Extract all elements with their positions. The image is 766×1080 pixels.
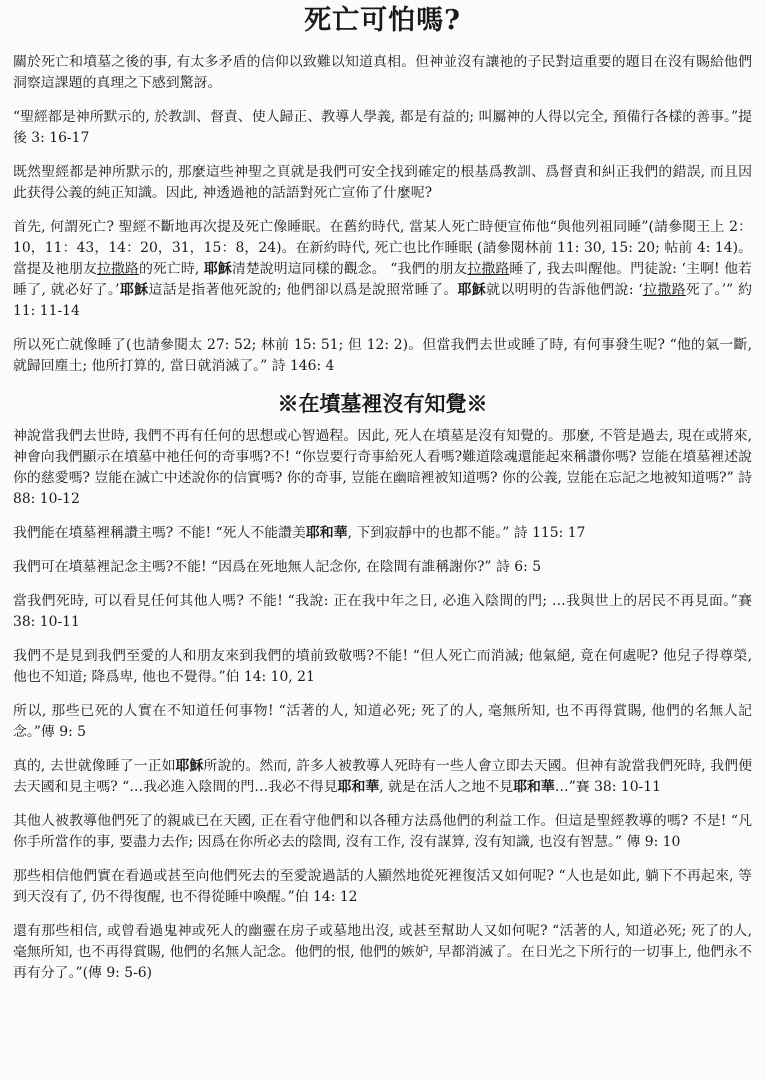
paragraph: 我們不是見到我們至愛的人和朋友來到我們的墳前致敬嗎?不能! “但人死亡而消滅; 他氣絕, 竟在何處呢? 他兒子得尊榮, 他也不知道; 降爲卑, 他也不覺得。”伯 14: 10, 21 xyxy=(13,648,752,685)
text-run: 真的, 去世就像睡了一正如 xyxy=(13,758,176,774)
text-run: …”賽 38: 10-11 xyxy=(554,779,661,795)
name-lazarus: 拉撒路 xyxy=(96,261,139,277)
name-jehovah: 耶和華 xyxy=(513,779,555,795)
name-jehovah: 耶和華 xyxy=(305,525,348,541)
name-jesus: 耶穌 xyxy=(203,261,232,277)
text-run: 睡了, 我去叫醒他。門徒說: ‘主啊! 他若睡了, 就必好了。’ xyxy=(13,261,752,298)
text-run: 清楚說明這同樣的觀念。 “我們的朋友 xyxy=(231,261,468,277)
paragraph: 還有那些相信, 或曾看過鬼神或死人的幽靈在房子或墓地出沒, 或甚至幫助人又如何呢? “活著的人, 知道必死; 死了的人, 毫無所知, 也不再得賞賜, 他們的名無人記念。他們的恨, 他們的嫉妒, 早都消滅了。在日光之下所行的一切事上, 他們永不再有分了。”(傳 9: 5-6) xyxy=(13,923,752,981)
section-subtitle: ※在墳墓裡沒有知覺※ xyxy=(277,391,488,416)
paragraph xyxy=(13,217,752,322)
paragraph: 關於死亡和墳墓之後的事, 有太多矛盾的信仰以致難以知道真相。但神並沒有讓祂的子民對這重要的題目在沒有賜給他們洞察這課題的真理之下感到驚訝。 xyxy=(13,54,752,91)
paragraph: “聖經都是神所默示的, 於教訓、督責、使人歸正、教導人學義, 都是有益的; 叫屬神的人得以完全, 預備行各樣的善事。”提後 3: 16-17 xyxy=(13,109,752,146)
page-title: 死亡可怕嗎? xyxy=(304,5,461,36)
text-run: 我們能在墳墓裡稱讚主嗎? 不能! “死人不能讚美 xyxy=(13,525,306,541)
name-jesus: 耶穌 xyxy=(119,282,149,298)
paragraph: 所以, 那些已死的人實在不知道任何事物! “活著的人, 知道必死; 死了的人, 毫無所知, 也不再得賞賜, 他們的名無人記念。”傳 9: 5 xyxy=(13,703,752,740)
name-jehovah: 耶和華 xyxy=(337,779,380,795)
text-run: 所說的。然而, 許多人被教導人死時有一些人會立即去天國。但神有說當我們死時, 我們便去天國和見主嗎? “…我必進入陰間的門…我必不得見 xyxy=(13,758,752,795)
text-run: 就以明明的告訴他們說: ‘ xyxy=(486,282,643,298)
paragraph: 當我們死時, 可以看見任何其他人嗎? 不能! “我說: 正在我中年之日, 必進入陰間的門; …我與世上的居民不再見面。”賽 38: 10-11 xyxy=(13,593,752,630)
paragraph: 所以死亡就像睡了(也請參閱太 27: 52; 林前 15: 51; 但 12: 2)。但當我們去世或睡了時, 有何事發生呢? “他的氣一斷, 就歸回塵土; 他所打算的, 當日就消滅了。” 詩 146: 4 xyxy=(13,337,752,374)
paragraph xyxy=(13,523,752,544)
text-run: , 就是在活人之地不見 xyxy=(379,779,514,795)
paragraph: 神說當我們去世時, 我們不再有任何的思想或心智過程。因此, 死人在墳墓是沒有知覺的。那麼, 不管是過去, 現在或將來, 神會向我們顯示在墳墓中祂任何的奇事嗎?不! “你豈要行奇事給死人看嗎?難道陰魂還能起來稱讚你嗎? 豈能在墳墓裡述說你的慈愛嗎? 豈能在滅亡中述說你的信實嗎? 你的奇事, 豈能在幽暗裡被知道嗎? 你的公義, 豈能在忘記之地被知道嗎?” 詩 88: 10-12 xyxy=(13,428,752,507)
text-run: 的死亡時, xyxy=(138,261,204,277)
paragraph: 其他人被教導他們死了的親戚已在天國, 正在看守他們和以各種方法爲他們的利益工作。但這是聖經教導的嗎? 不是! “凡你手所當作的事, 要盡力去作; 因爲在你所必去的陰間, 沒有工作, 沒有謀算, 沒有知識, 也沒有智慧。” 傳 9: 10 xyxy=(13,813,752,850)
paragraph: 那些相信他們實在看過或甚至向他們死去的至愛說過話的人顯然地從死裡復活又如何呢? “人也是如此, 躺下不再起來, 等到天沒有了, 仍不得復醒, 也不得從睡中喚醒。”伯 14: 12 xyxy=(13,868,752,905)
paragraph xyxy=(13,756,752,798)
name-jesus: 耶穌 xyxy=(175,758,204,774)
text-run: 死了。’” 約 11: 11-14 xyxy=(13,282,752,319)
paragraph: 既然聖經都是神所默示的, 那麼這些神聖之頁就是我們可安全找到確定的根基爲教訓、爲督責和糾正我們的錯誤, 而且因此获得公義的純正知識。因此, 神透過祂的話語對死亡宣佈了什麼呢? xyxy=(13,164,752,201)
name-lazarus: 拉撒路 xyxy=(467,261,510,277)
text-run: 這話是指著他死說的; 他們卻以爲是說照常睡了。 xyxy=(148,282,458,298)
name-jesus: 耶穌 xyxy=(457,282,487,298)
text-run: 首先, 何謂死亡? 聖經不斷地再次提及死亡像睡眠。在舊約時代, 當某人死亡時便宣佈他“與他列祖同睡”(請參閱王上 2：10，11：43，14：20，31，15：8，24)。在新約時代, 死亡也比作睡眠 (請參閱林前 11: 30, 15: 20; 帖前 4: 14)。當提及祂朋友 xyxy=(13,219,752,277)
paragraph: 我們可在墳墓裡記念主嗎?不能! “因爲在死地無人記念你, 在陰間有誰稱謝你?” 詩 6: 5 xyxy=(13,559,542,575)
text-run: , 下到寂靜中的也都不能。” 詩 115: 17 xyxy=(347,525,586,541)
name-lazarus: 拉撒路 xyxy=(642,282,686,298)
